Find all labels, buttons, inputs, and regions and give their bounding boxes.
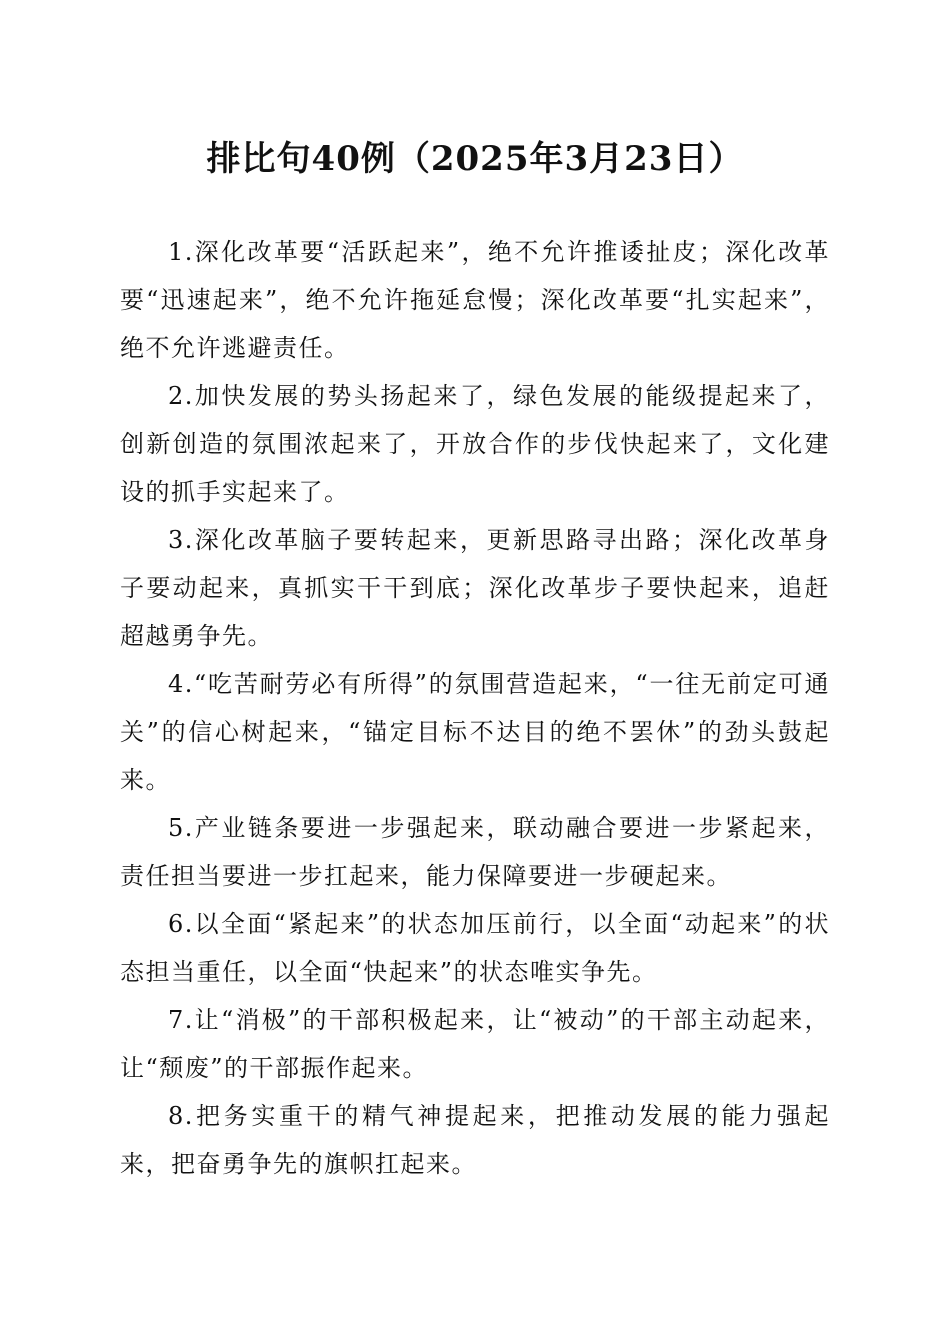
paragraph-4: 4.“吃苦耐劳必有所得”的氛围营造起来，“一往无前定可通关”的信心树起来，“锚定目标不达目的绝不罢休”的劲头鼓起来。	[120, 670, 830, 794]
paragraph-3: 3.深化改革脑子要转起来，更新思路寻出路；深化改革身子要动起来，真抓实干干到底；深化改革步子要快起来，追赶超越勇争先。	[120, 526, 830, 650]
paragraph-5: 5.产业链条要进一步强起来，联动融合要进一步紧起来，责任担当要进一步扛起来，能力保障要进一步硬起来。	[120, 814, 830, 890]
paragraph-8: 8.把务实重干的精气神提起来，把推动发展的能力强起来，把奋勇争先的旗帜扛起来。	[120, 1102, 830, 1178]
paragraph-2: 2.加快发展的势头扬起来了，绿色发展的能级提起来了，创新创造的氛围浓起来了，开放合作的步伐快起来了，文化建设的抓手实起来了。	[120, 382, 830, 506]
paragraph-1: 1.深化改革要“活跃起来”，绝不允许推诿扯皮；深化改革要“迅速起来”，绝不允许拖延怠慢；深化改革要“扎实起来”，绝不允许逃避责任。	[120, 238, 830, 362]
paragraph-7: 7.让“消极”的干部积极起来，让“被动”的干部主动起来，让“颓废”的干部振作起来。	[120, 1006, 830, 1082]
paragraph-6: 6.以全面“紧起来”的状态加压前行，以全面“动起来”的状态担当重任，以全面“快起来”的状态唯实争先。	[120, 910, 830, 986]
document-title: 排比句40例（2025年3月23日）	[206, 139, 744, 179]
document-body	[120, 228, 830, 1188]
